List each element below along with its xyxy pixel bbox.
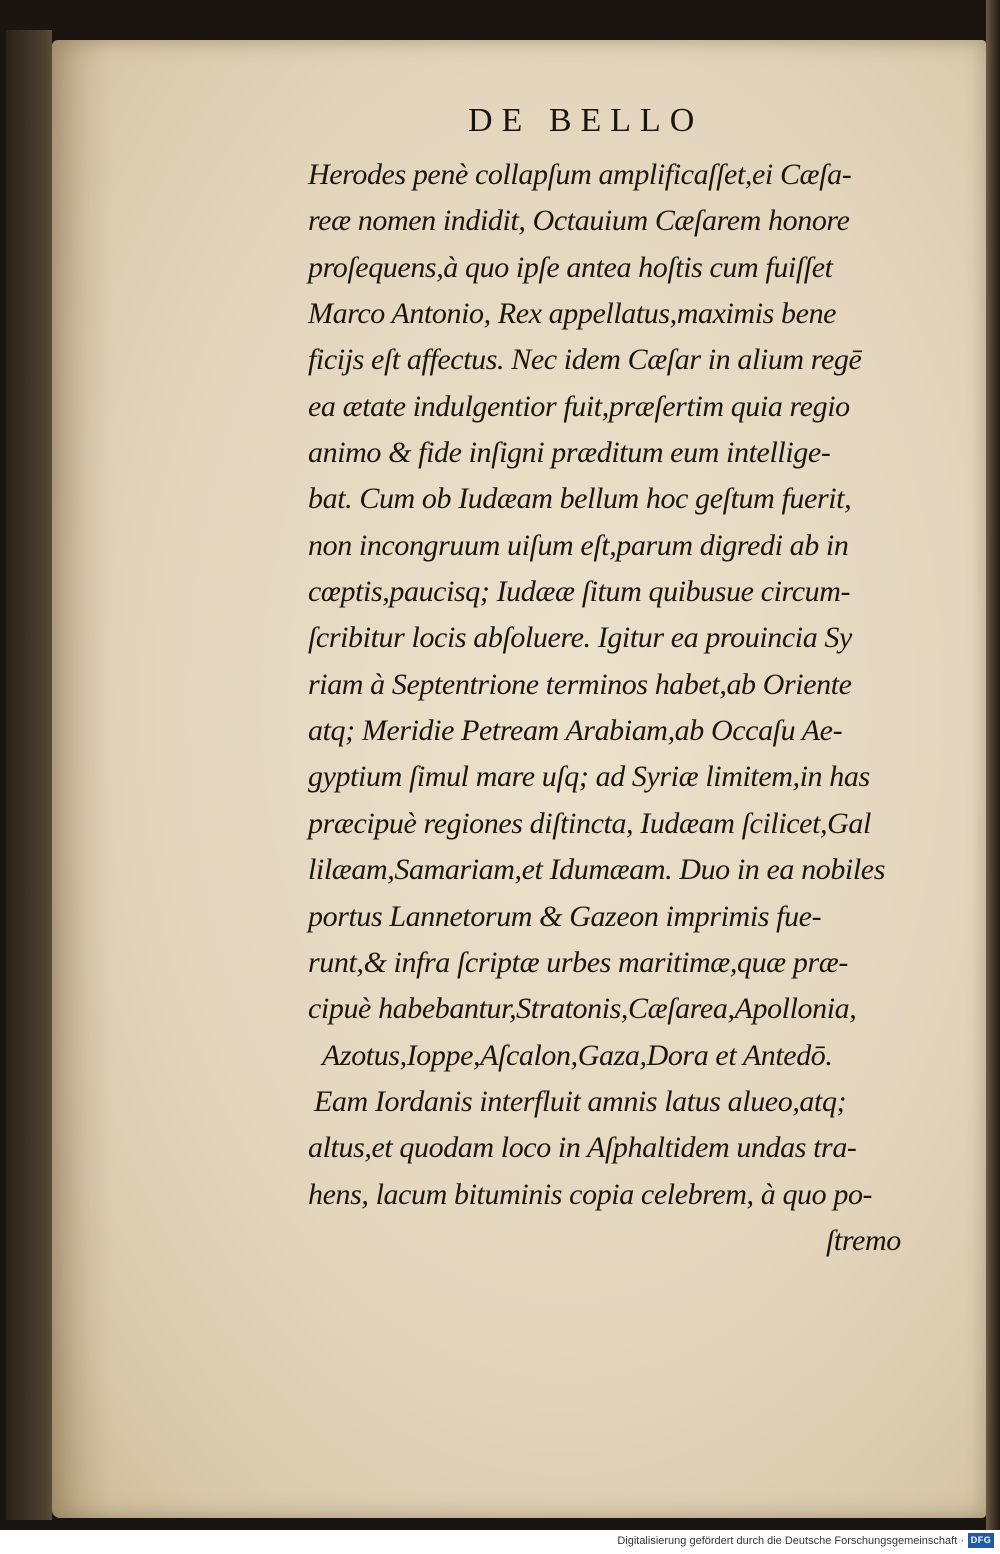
text-line-21: Eam Iordanis interfluit amnis latus alueo,atq; <box>314 1084 847 1118</box>
book-edge-right <box>986 0 1000 1530</box>
text-line-17: portus Lannetorum & Gazeon imprimis fue- <box>308 899 822 933</box>
page-text-block <box>308 152 928 1264</box>
text-line-15: præcipuè regiones diſtincta, Iudæam ſcilicet,Gal <box>308 806 871 840</box>
text-line-11: ſcribitur locis abſoluere. Igitur ea prouincia Sy <box>308 621 852 655</box>
text-line-2: reæ nomen indidit, Octauium Cæſarem honore <box>308 204 850 238</box>
dfg-logo-icon: DFG <box>968 1533 994 1548</box>
text-line-8: bat. Cum ob Iudæam bellum hoc geſtum fuerit, <box>308 482 852 516</box>
text-line-14: gyptium ſimul mare uſq; ad Syriæ limitem,in has <box>308 760 870 794</box>
text-line-9: non incongruum uiſum eſt,parum digredi ab in <box>308 528 849 562</box>
running-head: DE BELLO <box>468 102 704 139</box>
text-line-18: runt,& infra ſcriptæ urbes maritimæ,quæ præ- <box>308 945 848 979</box>
book-binding-left <box>6 30 52 1520</box>
text-line-1: Herodes penè collapſum amplificaſſet,ei Cæſa- <box>308 158 852 191</box>
text-line-5: ficijs eſt affectus. Nec idem Cæſar in alium regē <box>308 343 862 377</box>
text-line-10: cœptis,paucisq; Iudææ ſitum quibusue circum- <box>308 575 851 609</box>
digitization-credit: Digitalisierung gefördert durch die Deutsche Forschungsgemeinschaft · <box>617 1535 964 1547</box>
text-line-16: lilæam,Samariam,et Idumæam. Duo in ea nobiles <box>308 853 885 887</box>
text-line-23: hens, lacum bituminis copia celebrem, à quo po- <box>308 1177 873 1211</box>
text-line-6: ea ætate indulgentior fuit,præſertim quia regio <box>308 389 850 423</box>
text-line-12: riam à Septentrione terminos habet,ab Oriente <box>308 667 852 701</box>
text-line-22: altus,et quodam loco in Aſphaltidem undas tra- <box>308 1131 857 1165</box>
text-line-20: Azotus,Ioppe,Aſcalon,Gaza,Dora et Antedō. <box>322 1038 833 1072</box>
text-line-13: atq; Meridie Petream Arabiam,ab Occaſu Ae- <box>308 714 843 748</box>
catchword: ſtremo <box>826 1223 901 1257</box>
text-line-3: proſequens,à quo ipſe antea hoſtis cum fuiſſet <box>308 250 833 284</box>
text-line-4: Marco Antonio, Rex appellatus,maximis bene <box>308 297 837 331</box>
text-line-7: animo & fide inſigni præditum eum intellige- <box>308 436 831 470</box>
text-line-19: cipuè habebantur,Stratonis,Cæſarea,Apollonia, <box>308 992 857 1026</box>
